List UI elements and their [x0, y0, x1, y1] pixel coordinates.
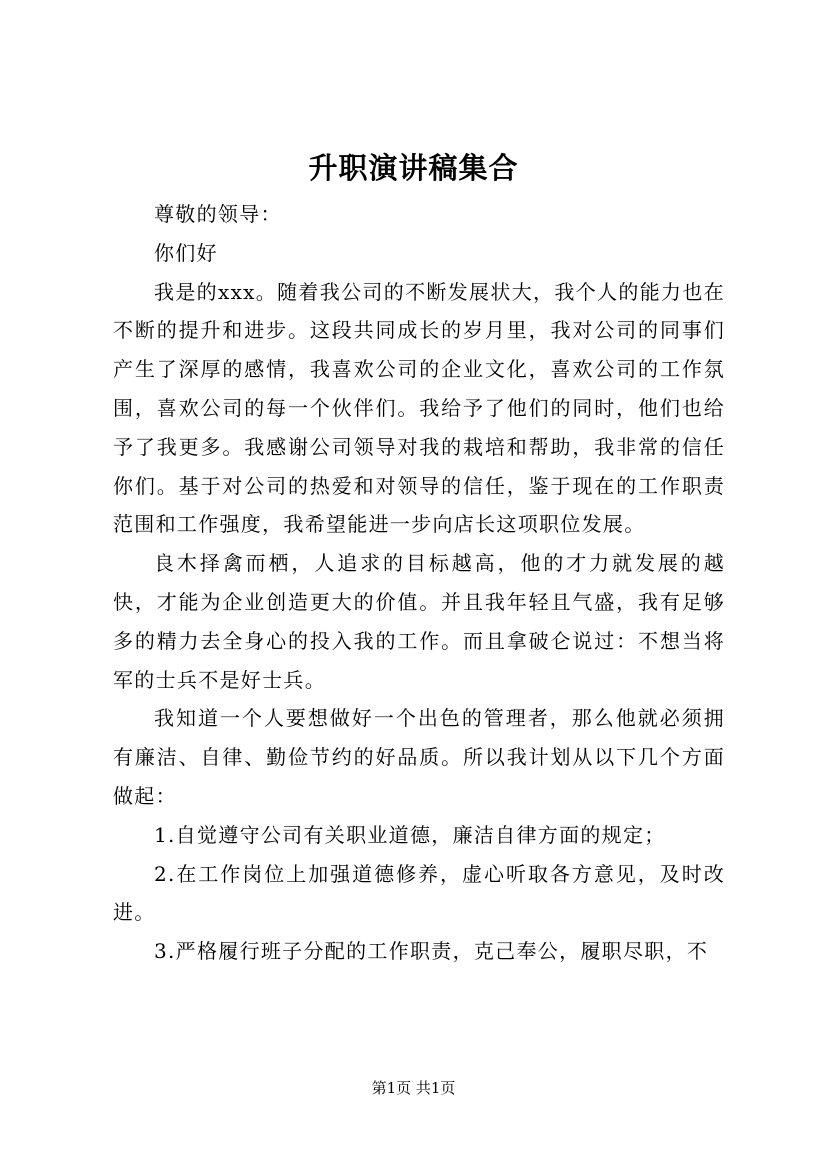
list-item-1: 1.自觉遵守公司有关职业道德，廉洁自律方面的规定； — [154, 822, 666, 847]
greeting-paragraph: 你们好 — [154, 240, 218, 265]
document-body — [113, 195, 725, 971]
body-paragraph-1: 我是的xxx。随着我公司的不断发展状大，我个人的能力也在不断的提升和进步。这段共同成长的岁月里，我对公司的同事们产生了深厚的感情，我喜欢公司的企业文化，喜欢公司的工作氛围，喜欢公司的每一个伙伴们。我给予了他们的同时，他们也给予了我更多。我感谢公司领导对我的栽培和帮助，我非常的信任你们。基于对公司的热爱和对领导的信任，鉴于现在的工作职责范围和工作强度，我希望能进一步向店长这项职位发展。 — [113, 279, 725, 537]
body-paragraph-2: 良木择禽而栖，人追求的目标越高，他的才力就发展的越快，才能为企业创造更大的价值。并且我年轻且气盛，我有足够多的精力去全身心的投入我的工作。而且拿破仑说过：不想当将军的士兵不是好士兵。 — [113, 551, 725, 692]
page-title: 升职演讲稿集合 — [308, 151, 519, 185]
body-paragraph-3: 我知道一个人要想做好一个出色的管理者，那么他就必须拥有廉洁、自律、勤俭节约的好品质。所以我计划从以下几个方面做起： — [113, 706, 725, 808]
page-footer: 第1页 共1页 — [371, 1079, 456, 1097]
salutation-paragraph: 尊敬的领导： — [154, 202, 282, 226]
list-item-2: 2.在工作岗位上加强道德修养，虚心听取各方意见，及时改进。 — [113, 861, 725, 925]
list-item-3: 3.严格履行班子分配的工作职责，克己奉公，履职尽职，不 — [154, 939, 709, 964]
